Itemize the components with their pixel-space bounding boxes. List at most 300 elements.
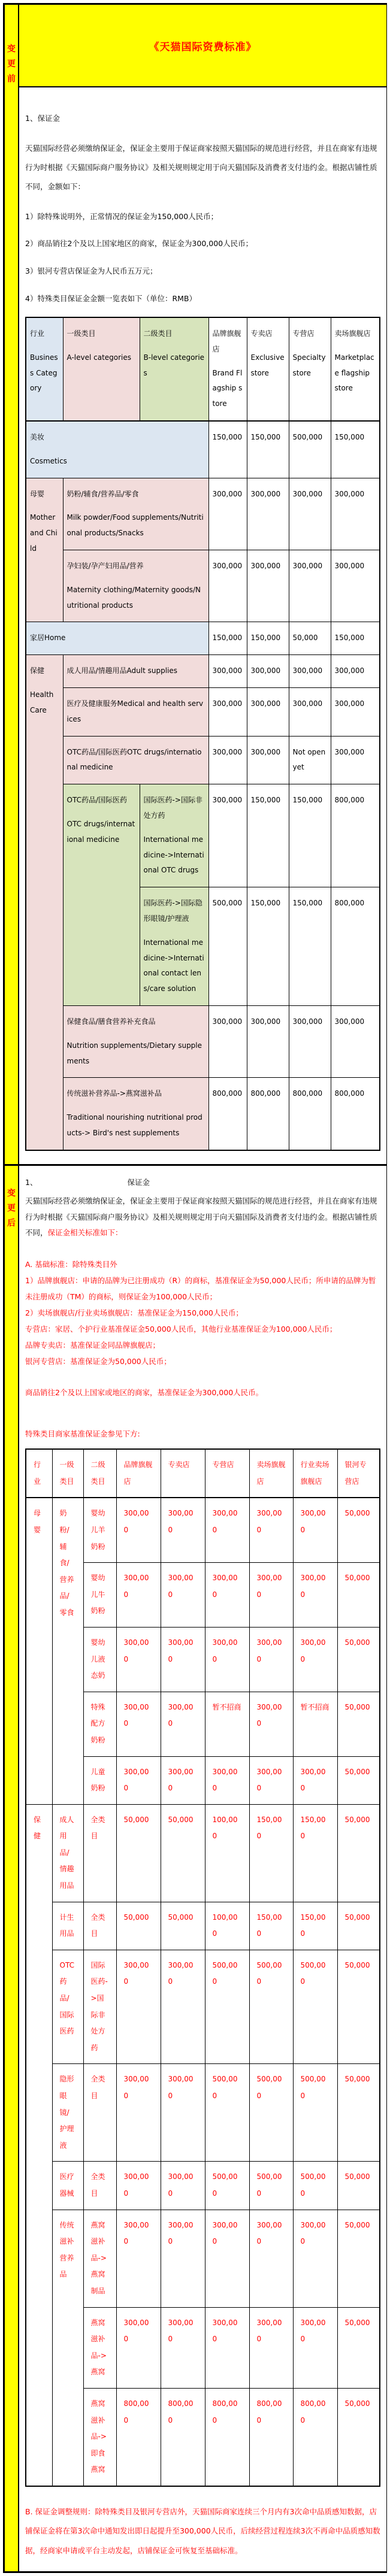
rule-a-line-2: 2）卖场旗舰店/行业卖场旗舰店：基准保证金为150,000人民币； — [25, 1308, 243, 1317]
table-cell — [293, 2210, 337, 2307]
table-cell — [331, 1078, 380, 1150]
section1-item-4: 4）特殊类目保证金金额一览表如下（单位：RMB） — [25, 294, 196, 304]
cell-line: 300,000 — [250, 747, 281, 756]
table-cell — [116, 1756, 161, 1804]
section1-heading — [25, 109, 380, 128]
table-cell — [83, 1563, 116, 1628]
table-cell — [293, 1563, 337, 1628]
section-after-change — [19, 1166, 386, 2572]
column-header-cell — [289, 317, 331, 421]
table-cell — [208, 736, 247, 784]
cell-line: 50,000 — [344, 2172, 370, 2181]
cell-line: 全类目 — [90, 1815, 105, 1841]
table-cell — [247, 421, 289, 478]
cell-line: 孕妇装/孕产妇用品/营养 — [66, 561, 144, 570]
table-cell — [116, 1498, 161, 1562]
table-cell — [247, 784, 289, 887]
cell-line: 300,000 — [300, 1574, 326, 1599]
cell-line: 国际医药->国际非处方药 — [90, 1960, 108, 2052]
section1-item-3: 3）银河专营店保证金为人民币五万元； — [25, 266, 158, 276]
cell-line: 300,000 — [334, 747, 365, 756]
cell-line: 300,000 — [123, 1960, 149, 1986]
table-cell — [52, 2162, 83, 2210]
cell-line: 国际医药->国际隐形眼镜/护理液 — [143, 899, 202, 923]
cell-line: OTC drugs/international medicine — [66, 819, 135, 844]
table-cell — [52, 1804, 83, 1902]
table-cell — [52, 2210, 83, 2486]
cell-line: 300,000 — [250, 489, 281, 498]
cell-line: 300,000 — [168, 1638, 194, 1663]
cell-line: 500,000 — [256, 2075, 282, 2100]
rule-a-line-5: 银河专营店：基准保证金为50,000人民币； — [25, 1356, 171, 1366]
table-cell — [337, 1902, 380, 1950]
cell-line: 100,000 — [212, 1815, 238, 1841]
cell-line: 全类目 — [90, 1913, 105, 1938]
table-cell — [337, 2210, 380, 2307]
table-cell — [83, 2307, 116, 2388]
column-header-cell — [161, 1449, 205, 1498]
cell-line: 800,000 — [300, 2399, 326, 2425]
section1-item-2: 2）商品销往2个及以上国家地区的商家，保证金为300,000人民币； — [25, 239, 253, 248]
table-cell — [161, 1563, 205, 1628]
table-cell — [116, 1692, 161, 1756]
cell-line: 300,000 — [123, 1638, 149, 1663]
cell-line: 150,000 — [300, 1913, 326, 1938]
section2-intro-paragraph — [25, 1193, 380, 1242]
cell-line: 150,000 — [256, 1815, 282, 1841]
table-cell — [247, 687, 289, 736]
table-cell — [161, 2210, 205, 2307]
column-header-cell — [116, 1449, 161, 1498]
cell-line: Milk powder/Food supplements/Nutritional products/Snacks — [66, 513, 204, 538]
cell-line: 50,000 — [344, 1638, 370, 1647]
cell-line: International medicine->International OTC drugs — [143, 835, 204, 875]
cell-line: 500,000 — [256, 2172, 282, 2198]
cell-line: 300,000 — [256, 1638, 282, 1663]
cell-line: 50,000 — [344, 2399, 370, 2408]
sidebar-label-char: 后 — [7, 1218, 16, 1228]
cell-line: 300,000 — [168, 2220, 194, 2246]
cell-line: 300,000 — [256, 1509, 282, 1534]
table-cell — [205, 2388, 249, 2486]
cell-line: 50,000 — [344, 1767, 370, 1776]
cell-line: 300,000 — [123, 2318, 149, 2344]
table-cell — [116, 1627, 161, 1692]
multi-country-rule: 商品销往2个及以上国家或地区的商家，基准保证金为300,000人民币。 — [25, 1388, 264, 1398]
table-cell — [63, 736, 208, 784]
table-cell — [289, 687, 331, 736]
cell-line: 300,000 — [212, 666, 243, 675]
cell-line: 300,000 — [212, 2220, 238, 2246]
sidebar-before-change — [5, 5, 19, 1166]
table-cell — [249, 1950, 293, 2064]
cell-line: 150,000 — [212, 634, 243, 643]
cell-line: 300,000 — [123, 1702, 149, 1728]
cell-line: 500,000 — [300, 1960, 326, 1986]
table-cell — [293, 1756, 337, 1804]
cell-line: 暂不招商 — [212, 1702, 241, 1711]
table-cell — [331, 736, 380, 784]
column-header-cell — [63, 317, 140, 421]
table-cell — [205, 2210, 249, 2307]
cell-line: 专卖店 — [250, 329, 273, 338]
cell-line: 800,000 — [334, 1089, 365, 1098]
column-header-cell — [83, 1449, 116, 1498]
cell-line: 500,000 — [300, 2172, 326, 2198]
table-cell — [26, 421, 208, 478]
cell-line: 暂不招商 — [300, 1702, 329, 1711]
table-cell — [63, 478, 208, 550]
column-header-cell — [26, 317, 63, 421]
table-row — [26, 736, 380, 784]
table-cell — [337, 2307, 380, 2388]
cell-line: 医疗器械 — [59, 2172, 74, 2198]
table-row — [26, 550, 380, 622]
cell-line: 行业 — [30, 329, 45, 338]
table-cell — [208, 421, 247, 478]
cell-line: 300,000 — [212, 2318, 238, 2344]
table-cell — [205, 1756, 249, 1804]
table-cell — [205, 2307, 249, 2388]
cell-line: 150,000 — [212, 432, 243, 441]
table-row — [26, 1902, 380, 1950]
cell-line: 300,000 — [168, 2172, 194, 2198]
rule-a-title: A. 基础标准：除特殊类目外 — [25, 1260, 117, 1269]
table-cell — [293, 1498, 337, 1562]
table-cell — [83, 1902, 116, 1950]
table-cell — [331, 622, 380, 655]
table-row — [26, 622, 380, 655]
cell-line: 300,000 — [212, 1574, 238, 1599]
cell-line: Exclusive store — [250, 353, 285, 377]
sidebar-label-char: 更 — [7, 59, 16, 69]
table-cell — [161, 1804, 205, 1902]
cell-line: 卖场旗舰店 — [334, 329, 371, 338]
cell-line: 300,000 — [292, 699, 323, 708]
table-cell — [205, 1692, 249, 1756]
table-cell — [337, 1756, 380, 1804]
table-cell — [249, 1563, 293, 1628]
cell-line: 婴幼儿液态奶 — [90, 1638, 105, 1680]
cell-line: 50,000 — [344, 2220, 370, 2229]
cell-line: 500,000 — [212, 2172, 238, 2198]
table-cell — [337, 1627, 380, 1692]
table-cell — [161, 1692, 205, 1756]
cell-line: 150,000 — [250, 432, 281, 441]
table-cell — [337, 2162, 380, 2210]
cell-line: 50,000 — [123, 1815, 149, 1824]
table-cell — [52, 1950, 83, 2064]
table-cell — [293, 1902, 337, 1950]
cell-line: 300,000 — [212, 699, 243, 708]
cell-line: 150,000 — [334, 634, 365, 643]
table-cell — [52, 1902, 83, 1950]
rule-a-line-3: 专营店：家居、个护行业基准保证金50,000人民币，其他行业基准保证金为100,000人民币； — [25, 1324, 337, 1334]
table-cell — [249, 1804, 293, 1902]
cell-line: 特殊配方奶粉 — [90, 1702, 105, 1744]
table-cell — [247, 622, 289, 655]
table-cell — [161, 2162, 205, 2210]
cell-line: 800,000 — [123, 2399, 149, 2425]
section1-item-1: 1）除特殊说明外，正常情况的保证金为150,000人民币； — [25, 211, 219, 221]
cell-line: 150,000 — [250, 899, 281, 908]
table-cell — [208, 655, 247, 688]
cell-line: 800,000 — [256, 2399, 282, 2425]
sidebar-label-char: 变 — [7, 1188, 16, 1198]
table-cell — [249, 2064, 293, 2162]
cell-line: 行业卖场旗舰店 — [300, 1460, 329, 1486]
table-cell — [208, 784, 247, 887]
cell-line: 母婴 — [30, 489, 45, 498]
cell-line: 二级类目 — [90, 1460, 105, 1486]
table-cell — [116, 2210, 161, 2307]
cell-line: 300,000 — [212, 1638, 238, 1663]
cell-line: 家居Home — [30, 634, 66, 643]
table-cell — [161, 2307, 205, 2388]
table-cell — [83, 2388, 116, 2486]
table-cell — [140, 887, 208, 1006]
table-row — [26, 478, 380, 550]
table-cell — [249, 1498, 293, 1562]
table-cell — [331, 887, 380, 1006]
table-cell — [83, 2210, 116, 2307]
cell-line: 50,000 — [344, 1574, 370, 1583]
column-header-cell — [293, 1449, 337, 1498]
cell-line: 一级类目 — [59, 1460, 74, 1486]
table-cell — [116, 2307, 161, 2388]
table-row — [26, 2064, 380, 2162]
table-cell — [289, 1005, 331, 1077]
cell-line: 奶粉/辅食/营养品/零食 — [66, 489, 139, 498]
table-cell — [293, 2388, 337, 2486]
cell-line: 50,000 — [168, 1913, 194, 1922]
cell-line: 300,000 — [334, 1017, 365, 1026]
title-banner — [19, 5, 386, 87]
table-cell — [249, 2307, 293, 2388]
cell-line: Specialty store — [292, 353, 326, 377]
section2-heading-text: 保证金 — [127, 1177, 150, 1187]
cell-line: 300,000 — [168, 1767, 194, 1793]
cell-line: 成人用品/情趣用品 — [59, 1815, 74, 1890]
table-cell — [247, 1005, 289, 1077]
table-cell — [161, 2388, 205, 2486]
table-cell — [289, 887, 331, 1006]
cell-line: Marketplace flagship store — [334, 353, 374, 393]
cell-line: International medicine->International contact lens/care solution — [143, 938, 204, 993]
cell-line: 燕窝滋补品->燕窝 — [90, 2318, 107, 2377]
table-cell — [293, 2064, 337, 2162]
table-cell — [116, 1804, 161, 1902]
sidebar-label-char: 更 — [7, 1203, 16, 1213]
table-cell — [289, 736, 331, 784]
table-cell — [63, 1005, 208, 1077]
cell-line: Business Category — [30, 353, 58, 393]
table-cell — [205, 2064, 249, 2162]
table-cell — [289, 622, 331, 655]
table-row — [26, 317, 380, 421]
cell-line: 300,000 — [256, 2220, 282, 2246]
table-cell — [293, 1804, 337, 1902]
cell-line: 300,000 — [334, 561, 365, 570]
section1-heading-number: 1、 — [25, 114, 38, 123]
table-cell — [337, 1950, 380, 2064]
cell-line: 专卖店 — [168, 1460, 190, 1469]
column-header-cell — [337, 1449, 380, 1498]
cell-line: B-level categories — [143, 353, 205, 377]
table-row — [26, 687, 380, 736]
document — [3, 3, 387, 2573]
cell-line: 国际医药->国际非处方药 — [143, 796, 202, 820]
cell-line: 800,000 — [334, 796, 365, 805]
cell-line: 传统滋补营养品 — [59, 2220, 74, 2279]
table-row — [26, 2210, 380, 2307]
deposit-table-after — [25, 1448, 380, 2487]
column-header-cell — [52, 1449, 83, 1498]
cell-line: 隐形眼镜/护理液 — [59, 2075, 74, 2150]
cell-line: Traditional nourishing nutritional products-> Bird's nest supplements — [66, 1113, 202, 1137]
table-cell — [26, 1804, 52, 2486]
cell-line: 300,000 — [250, 699, 281, 708]
table-cell — [249, 1756, 293, 1804]
cell-line: 300,000 — [123, 2220, 149, 2246]
cell-line: 300,000 — [168, 1960, 194, 1986]
cell-line: 50,000 — [344, 1815, 370, 1824]
table-cell — [337, 2064, 380, 2162]
table-cell — [205, 1804, 249, 1902]
table-cell — [249, 2162, 293, 2210]
table-cell — [205, 2162, 249, 2210]
cell-line: 300,000 — [212, 1509, 238, 1534]
cell-line: 800,000 — [292, 1089, 323, 1098]
table-cell — [116, 1563, 161, 1628]
cell-line: 300,000 — [212, 561, 243, 570]
cell-line: 150,000 — [300, 1815, 326, 1841]
cell-line: 150,000 — [334, 432, 365, 441]
table-cell — [289, 421, 331, 478]
table-row — [26, 1498, 380, 1562]
table-cell — [247, 550, 289, 622]
cell-line: 燕窝滋补品->即食燕窝 — [90, 2399, 107, 2474]
cell-line: 燕窝滋补品->燕窝制品 — [90, 2220, 107, 2295]
cell-line: 300,000 — [250, 1017, 281, 1026]
before-change-label — [5, 42, 18, 87]
table-cell — [63, 655, 208, 688]
table-cell — [205, 1563, 249, 1628]
cell-line: 50,000 — [168, 1815, 194, 1824]
after-change-label — [5, 1186, 18, 1231]
section1-intro-paragraph: 天猫国际经营必须缴纳保证金，保证金主要用于保证商家按照天猫国际的规范进行经营，并且在商家有违规行为时根据《天猫国际商户服务协议》及相关规则规定用于向天猫国际及消费者支付违约金。根据店铺性质不同，金额如下： — [25, 143, 377, 191]
cell-line: 300,000 — [292, 1017, 323, 1026]
table-row — [26, 1449, 380, 1498]
cell-line: 300,000 — [212, 489, 243, 498]
table-cell — [161, 1498, 205, 1562]
rule-a-line-4: 品牌专卖店：基准保证金同品牌旗舰店； — [25, 1340, 161, 1350]
table-cell — [337, 1692, 380, 1756]
table-cell — [208, 887, 247, 1006]
cell-line: 50,000 — [344, 1509, 370, 1518]
cell-line: OTC药品/国际医药OTC drugs/international medicine — [66, 747, 202, 772]
table-cell — [293, 2162, 337, 2210]
sidebar-after-change — [5, 1166, 19, 2572]
cell-line: 美妆 — [30, 432, 45, 441]
table-cell — [208, 687, 247, 736]
cell-line: 50,000 — [344, 2075, 370, 2084]
cell-line: 300,000 — [256, 2318, 282, 2344]
cell-line: A-level categories — [66, 353, 132, 362]
cell-line: 婴幼儿羊奶粉 — [90, 1509, 105, 1551]
table-cell — [161, 1902, 205, 1950]
cell-line: 800,000 — [212, 2399, 238, 2425]
table-row — [26, 655, 380, 688]
cell-line: 800,000 — [212, 1089, 243, 1098]
cell-line: 300,000 — [300, 2220, 326, 2246]
table-cell — [205, 1950, 249, 2064]
cell-line: Not open yet — [292, 747, 326, 772]
table-row — [26, 1005, 380, 1077]
cell-line: 300,000 — [123, 2172, 149, 2198]
table-cell — [52, 2064, 83, 2162]
table-cell — [83, 1804, 116, 1902]
sidebar-label-char: 前 — [7, 74, 16, 84]
table-cell — [247, 736, 289, 784]
cell-line: 300,000 — [334, 489, 365, 498]
cell-line: OTC药品/国际医药 — [66, 796, 127, 805]
column-header-cell — [26, 1449, 52, 1498]
table-cell — [293, 1627, 337, 1692]
cell-line: 300,000 — [256, 1574, 282, 1599]
table-cell — [293, 1950, 337, 2064]
table-cell — [205, 1627, 249, 1692]
table-row — [26, 421, 380, 478]
table-row — [26, 784, 380, 887]
special-category-note: 特殊类目商家基准保证金参见下方: — [25, 1429, 140, 1439]
page-title: 《天猫国际资费标准》 — [149, 41, 257, 53]
rule-b-paragraph: B. 保证金调整规则：除特殊类目及银河专营店外，天猫国际商家连续三个月内有3次命中品质感知数据，店铺保证金将在第3次命中通知发出即日起提升至300,000人民币，后续经营过程连续3次不再命中品质感知数据，经商家申请或平台主动发起，店铺保证金可恢复至基础标准。 — [25, 2507, 380, 2555]
cell-line: 300,000 — [300, 1767, 326, 1793]
cell-line: 300,000 — [292, 561, 323, 570]
table-cell — [208, 1078, 247, 1150]
table-cell — [140, 784, 208, 887]
table-cell — [249, 1692, 293, 1756]
cell-line: 150,000 — [292, 796, 323, 805]
cell-line: 800,000 — [334, 899, 365, 908]
cell-line: 成人用品/情趣用品Adult supplies — [66, 666, 178, 675]
table-cell — [331, 421, 380, 478]
table-cell — [208, 1005, 247, 1077]
column-header-cell — [331, 317, 380, 421]
cell-line: Health Care — [30, 690, 54, 714]
table-row — [26, 1950, 380, 2064]
table-cell — [63, 550, 208, 622]
table-cell — [83, 1692, 116, 1756]
cell-line: 母婴 — [34, 1509, 41, 1534]
table-cell — [83, 2162, 116, 2210]
cell-line: 500,000 — [212, 2075, 238, 2100]
table-cell — [161, 2064, 205, 2162]
cell-line: 50,000 — [344, 2318, 370, 2327]
sidebar-label-char: 变 — [7, 44, 16, 54]
table-cell — [208, 622, 247, 655]
column-header-cell — [247, 317, 289, 421]
cell-line: 300,000 — [123, 2075, 149, 2100]
cell-line: 300,000 — [212, 747, 243, 756]
cell-line: 300,000 — [123, 1509, 149, 1534]
table-cell — [26, 478, 63, 622]
table-cell — [116, 2064, 161, 2162]
table-cell — [63, 687, 208, 736]
cell-line: 300,000 — [292, 666, 323, 675]
cell-line: 300,000 — [168, 2318, 194, 2344]
